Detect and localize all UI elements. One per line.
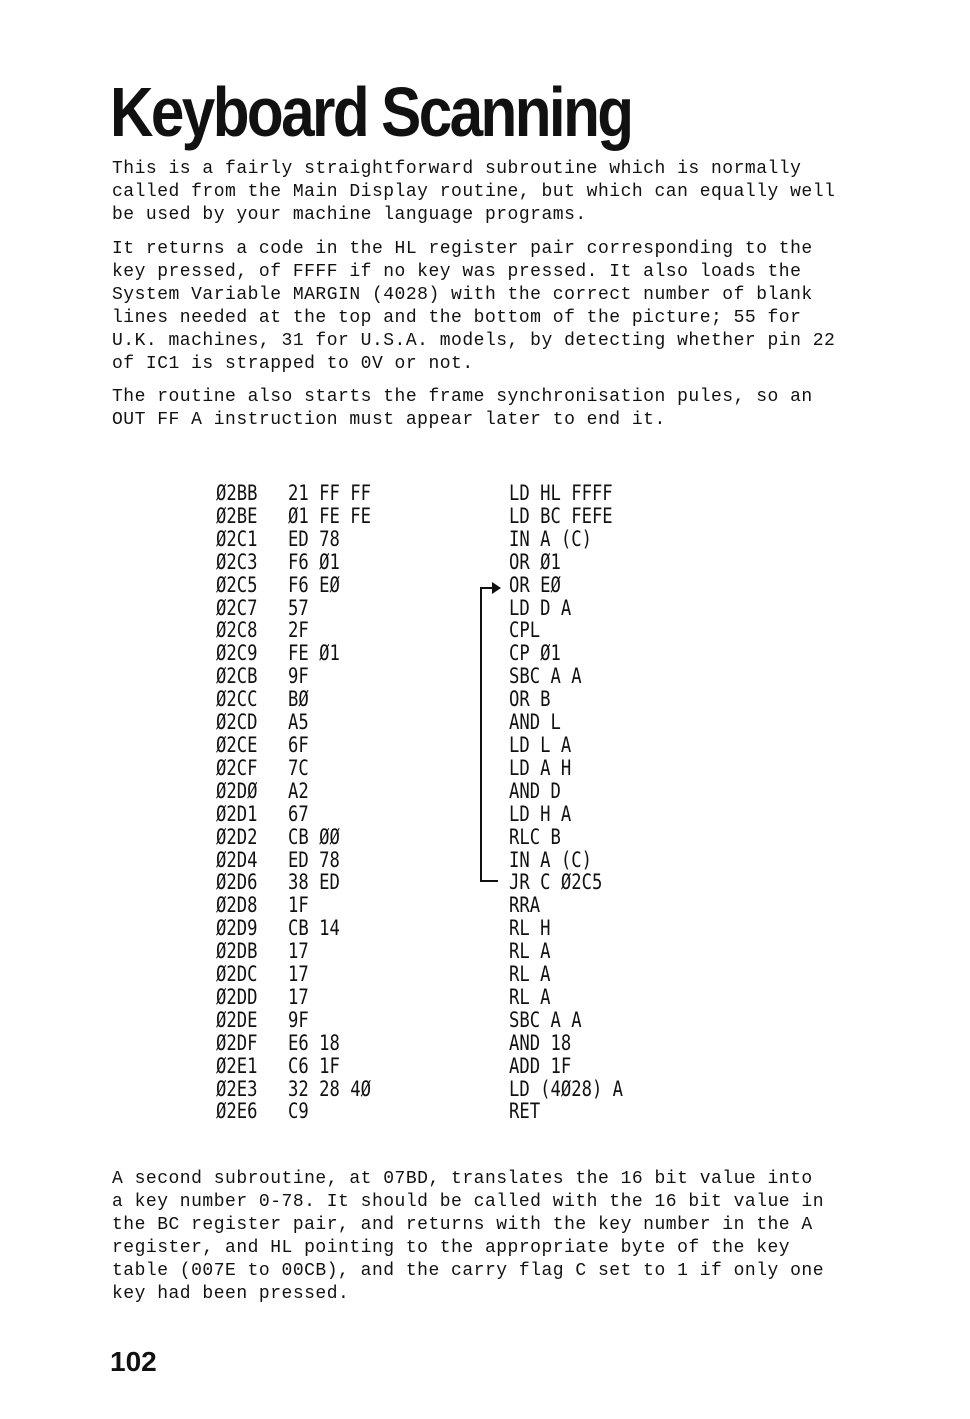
code-address: Ø2CF — [216, 755, 258, 780]
code-mnemonic: LD HL FFFF — [509, 481, 613, 505]
loop-arrowhead-icon — [492, 582, 501, 594]
code-address: Ø2D4 — [216, 847, 258, 872]
code-address: Ø2E6 — [216, 1099, 258, 1124]
code-hex: 6F — [288, 732, 309, 757]
page-title: Keyboard Scanning — [110, 73, 632, 151]
code-mnemonic: RL H — [509, 916, 551, 941]
code-address: Ø2BE — [216, 503, 258, 528]
code-line — [216, 1078, 656, 1101]
loop-arrow-line — [480, 587, 482, 881]
code-hex: 17 — [288, 984, 309, 1009]
code-mnemonic: OR Ø1 — [509, 549, 561, 574]
code-line — [216, 482, 656, 505]
code-line — [216, 871, 656, 894]
code-line — [216, 642, 656, 665]
intro-paragraph: This is a fairly straightforward subroutine which is normally called from the Main Display routine, but which can equally well be used by your machine language programs. — [112, 159, 836, 225]
code-mnemonic: ADD 1F — [509, 1053, 572, 1078]
code-mnemonic: OR EØ — [509, 572, 561, 597]
code-hex: FE Ø1 — [288, 641, 340, 666]
code-mnemonic: SBC A A — [509, 1007, 582, 1032]
code-mnemonic: RLC B — [509, 824, 561, 849]
code-address: Ø2C9 — [216, 641, 258, 666]
code-hex: CB ØØ — [288, 824, 340, 849]
code-address: Ø2D1 — [216, 801, 258, 826]
code-hex: 21 FF FF — [288, 481, 371, 505]
code-mnemonic: LD L A — [509, 732, 572, 757]
code-mnemonic: RL A — [509, 962, 551, 987]
code-address: Ø2DE — [216, 1007, 258, 1032]
code-rows — [216, 482, 656, 1123]
code-line — [216, 894, 656, 917]
code-hex: 17 — [288, 939, 309, 964]
code-address: Ø2D2 — [216, 824, 258, 849]
code-hex: A5 — [288, 710, 309, 735]
code-hex: 2F — [288, 618, 309, 643]
code-mnemonic: IN A (C) — [509, 526, 592, 551]
code-mnemonic: OR B — [509, 687, 551, 712]
code-hex: E6 18 — [288, 1030, 340, 1055]
code-mnemonic: AND D — [509, 778, 561, 803]
second-subroutine-paragraph: A second subroutine, at 07BD, translates the 16 bit value into a key number 0-78. It should be called with the 16 bit value in the BC register pair, and returns with the key number in the A register, and HL pointing to the appropriate byte of the key table (007E to 00CB), and the carry flag C set to 1 if only one key had been pressed. — [112, 1169, 825, 1304]
code-address: Ø2C7 — [216, 595, 258, 620]
code-address: Ø2DC — [216, 962, 258, 987]
code-line — [216, 917, 656, 940]
code-mnemonic: LD (4Ø28) A — [509, 1076, 624, 1101]
code-mnemonic: RL A — [509, 939, 551, 964]
sync-paragraph: The routine also starts the frame synchronisation pules, so an OUT FF A instruction must appear later to end it. — [112, 387, 813, 430]
code-hex: Ø1 FE FE — [288, 503, 371, 528]
code-line — [216, 826, 656, 849]
code-hex: BØ — [288, 687, 309, 712]
code-hex: CB 14 — [288, 916, 340, 941]
code-line — [216, 963, 656, 986]
code-mnemonic: LD A H — [509, 755, 572, 780]
code-mnemonic: LD BC FEFE — [509, 503, 613, 528]
code-hex: 32 28 4Ø — [288, 1076, 371, 1101]
code-line — [216, 551, 656, 574]
code-line — [216, 940, 656, 963]
code-line — [216, 734, 656, 757]
code-hex: F6 EØ — [288, 572, 340, 597]
code-address: Ø2DB — [216, 939, 258, 964]
code-line — [216, 528, 656, 551]
code-line — [216, 665, 656, 688]
code-line — [216, 986, 656, 1009]
code-address: Ø2BB — [216, 481, 258, 505]
code-address: Ø2DD — [216, 984, 258, 1009]
loop-arrow-bottom — [480, 880, 498, 882]
code-mnemonic: RL A — [509, 984, 551, 1009]
code-line — [216, 757, 656, 780]
code-address: Ø2D6 — [216, 870, 258, 895]
code-hex: 57 — [288, 595, 309, 620]
code-hex: 1F — [288, 893, 309, 918]
code-address: Ø2D9 — [216, 916, 258, 941]
code-line — [216, 597, 656, 620]
code-address: Ø2C8 — [216, 618, 258, 643]
code-line — [216, 711, 656, 734]
code-hex: 9F — [288, 664, 309, 689]
code-mnemonic: IN A (C) — [509, 847, 592, 872]
code-hex: A2 — [288, 778, 309, 803]
code-hex: 9F — [288, 1007, 309, 1032]
code-hex: 38 ED — [288, 870, 340, 895]
code-address: Ø2E1 — [216, 1053, 258, 1078]
code-line — [216, 574, 656, 597]
code-line — [216, 849, 656, 872]
code-hex: ED 78 — [288, 526, 340, 551]
code-line — [216, 780, 656, 803]
code-address: Ø2CB — [216, 664, 258, 689]
code-address: Ø2CC — [216, 687, 258, 712]
code-address: Ø2C5 — [216, 572, 258, 597]
code-hex: 17 — [288, 962, 309, 987]
code-line — [216, 688, 656, 711]
code-mnemonic: RRA — [509, 893, 541, 918]
code-hex: 7C — [288, 755, 309, 780]
code-listing — [216, 482, 656, 1123]
code-hex: C6 1F — [288, 1053, 340, 1078]
code-address: Ø2E3 — [216, 1076, 258, 1101]
code-mnemonic: AND L — [509, 710, 561, 735]
code-line — [216, 1009, 656, 1032]
code-hex: ED 78 — [288, 847, 340, 872]
code-mnemonic: CPL — [509, 618, 541, 643]
code-address: Ø2DF — [216, 1030, 258, 1055]
code-mnemonic: LD H A — [509, 801, 572, 826]
code-hex: 67 — [288, 801, 309, 826]
code-address: Ø2C3 — [216, 549, 258, 574]
code-address: Ø2D8 — [216, 893, 258, 918]
code-hex: F6 Ø1 — [288, 549, 340, 574]
code-line — [216, 505, 656, 528]
code-address: Ø2CD — [216, 710, 258, 735]
code-mnemonic: CP Ø1 — [509, 641, 561, 666]
code-mnemonic: JR C Ø2C5 — [509, 870, 603, 895]
code-line — [216, 1100, 656, 1123]
code-address: Ø2CE — [216, 732, 258, 757]
code-mnemonic: RET — [509, 1099, 541, 1124]
code-address: Ø2DØ — [216, 778, 258, 803]
returns-paragraph: It returns a code in the HL register pair corresponding to the key pressed, of FFFF if no key was pressed. It also loads the System Variable MARGIN (4028) with the correct number of blank lines needed at the top and the bottom of the picture; 55 for U.K. machines, 31 for U.S.A. models, by detecting whether pin 22 of IC1 is strapped to 0V or not. — [112, 239, 836, 374]
code-line — [216, 1032, 656, 1055]
code-mnemonic: AND 18 — [509, 1030, 572, 1055]
code-mnemonic: SBC A A — [509, 664, 582, 689]
code-line — [216, 1055, 656, 1078]
code-line — [216, 619, 656, 642]
code-line — [216, 803, 656, 826]
code-mnemonic: LD D A — [509, 595, 572, 620]
code-address: Ø2C1 — [216, 526, 258, 551]
code-hex: C9 — [288, 1099, 309, 1124]
page-number: 102 — [110, 1346, 157, 1377]
